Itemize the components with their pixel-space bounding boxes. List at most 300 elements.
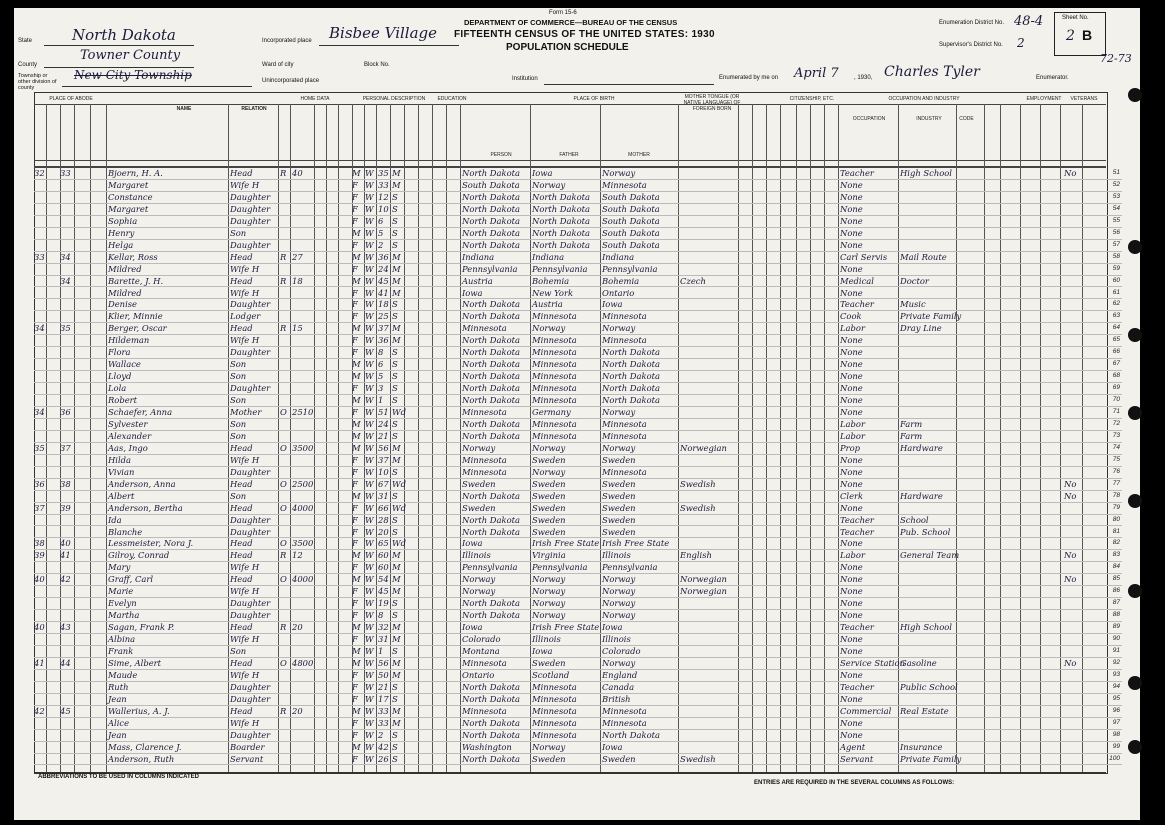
age: 12 — [378, 191, 389, 202]
birthplace-mother: Sweden — [602, 753, 636, 764]
age: 33 — [378, 705, 389, 716]
age: 18 — [378, 299, 389, 310]
tenure: R — [280, 275, 287, 286]
census-row — [34, 634, 1120, 645]
census-row — [34, 693, 1120, 704]
person-name: Alice — [108, 717, 130, 728]
age: 8 — [378, 610, 384, 621]
relation: Son — [230, 227, 247, 238]
birthplace-person: Austria — [462, 275, 493, 286]
marital-status: M — [392, 622, 401, 633]
occupation: None — [840, 610, 863, 621]
line-number: 54 — [1112, 204, 1120, 212]
birthplace-father: North Dakota — [532, 191, 590, 202]
home-value: 2510 — [292, 407, 314, 417]
birthplace-person: Illinois — [462, 550, 491, 561]
sex: F — [352, 478, 358, 489]
race: W — [365, 646, 374, 656]
census-row — [34, 311, 1120, 322]
age: 24 — [378, 418, 389, 429]
census-sheet — [14, 8, 1140, 820]
occupation: None — [840, 669, 863, 680]
birthplace-mother: Norway — [602, 168, 636, 178]
age: 6 — [378, 215, 384, 226]
line-number: 97 — [1112, 718, 1120, 726]
birthplace-mother: Norway — [602, 323, 636, 334]
birthplace-father: Minnesota — [532, 311, 577, 322]
tenure: O — [280, 407, 287, 417]
census-row — [34, 705, 1120, 716]
birthplace-father: Pennsylvania — [532, 562, 588, 573]
line-number: 56 — [1112, 228, 1120, 236]
birthplace-father: Minnesota — [532, 705, 577, 716]
sex: M — [352, 323, 361, 334]
relation: Head — [230, 502, 253, 513]
birthplace-person: Minnesota — [462, 407, 507, 417]
relation: Head — [230, 251, 253, 262]
sex: F — [352, 717, 358, 728]
occupation: None — [840, 693, 863, 704]
sex: M — [352, 657, 361, 668]
birthplace-mother: Pennsylvania — [602, 263, 658, 274]
mother-tongue: Norwegian — [680, 586, 727, 597]
age: 60 — [378, 550, 389, 561]
occupation: None — [840, 586, 863, 597]
home-value: 12 — [292, 550, 303, 561]
birthplace-person: North Dakota — [462, 383, 520, 394]
birthplace-father: Sweden — [532, 526, 566, 537]
relation: Head — [230, 442, 253, 453]
home-value: 20 — [292, 622, 303, 633]
occupation: None — [840, 335, 863, 346]
relation: Wife H — [230, 263, 260, 274]
person-name: Mildred — [108, 263, 142, 274]
header-code: CODE — [959, 116, 974, 122]
birthplace-father: Pennsylvania — [532, 263, 588, 274]
tenure: R — [280, 622, 287, 633]
census-row — [34, 407, 1120, 417]
birthplace-father: Norway — [532, 574, 566, 585]
line-number: 62 — [1112, 300, 1120, 308]
race: W — [365, 442, 374, 453]
line-number: 74 — [1112, 443, 1120, 451]
occupation: None — [840, 502, 863, 513]
header-abode: PLACE OF ABODE — [49, 96, 93, 102]
person-name: Denise — [108, 299, 137, 310]
occupation: None — [840, 239, 863, 250]
race: W — [365, 502, 374, 513]
relation: Daughter — [230, 191, 271, 202]
marital-status: S — [392, 215, 398, 226]
mother-tongue: Swedish — [680, 753, 716, 764]
birthplace-father: Sweden — [532, 490, 566, 501]
race: W — [365, 454, 374, 465]
relation: Daughter — [230, 383, 271, 394]
person-name: Mary — [108, 562, 131, 573]
race: W — [365, 275, 374, 286]
county-label: County — [18, 62, 38, 68]
birthplace-person: North Dakota — [462, 693, 520, 704]
industry: School — [900, 514, 929, 525]
occupation: None — [840, 574, 863, 585]
mother-tongue: Swedish — [680, 502, 716, 513]
county-value: Towner County — [80, 48, 181, 63]
birthplace-father: Sweden — [532, 514, 566, 525]
enumerated-label: Enumerated by me on — [719, 75, 779, 81]
age: 56 — [378, 657, 389, 668]
sex: F — [352, 634, 358, 645]
census-row — [34, 538, 1120, 549]
veteran: No — [1064, 168, 1077, 178]
line-number: 69 — [1112, 384, 1120, 392]
family-number: 40 — [60, 538, 71, 549]
age: 10 — [378, 203, 389, 214]
header-rule-2 — [34, 160, 1106, 161]
age: 21 — [378, 681, 389, 692]
line-number: 61 — [1112, 288, 1120, 296]
census-row — [34, 168, 1120, 178]
birthplace-person: North Dakota — [462, 227, 520, 238]
census-row — [34, 657, 1120, 668]
birthplace-father: Norway — [532, 610, 566, 621]
marital-status: M — [392, 705, 401, 716]
person-name: Hildeman — [108, 335, 150, 346]
footer-entries: ENTRIES ARE REQUIRED IN THE SEVERAL COLUMNS AS FOLLOWS: — [754, 780, 955, 786]
birthplace-father: North Dakota — [532, 227, 590, 238]
birthplace-father: Sweden — [532, 502, 566, 513]
family-number: 34 — [60, 251, 71, 262]
birthplace-father: Norway — [532, 466, 566, 477]
age: 50 — [378, 669, 389, 680]
birthplace-person: North Dakota — [462, 598, 520, 609]
race: W — [365, 622, 374, 633]
marital-status: M — [392, 574, 401, 585]
home-value: 27 — [292, 251, 303, 262]
person-name: Sophia — [108, 215, 138, 226]
header-rule-1 — [34, 104, 1106, 105]
sex: M — [352, 574, 361, 585]
birthplace-father: Iowa — [532, 646, 553, 656]
line-number: 96 — [1112, 706, 1120, 714]
line-number: 98 — [1112, 730, 1120, 738]
race: W — [365, 168, 374, 178]
sd-value: 2 — [1017, 36, 1025, 50]
industry: Music — [900, 299, 926, 310]
birthplace-person: North Dakota — [462, 335, 520, 346]
birthplace-mother: North Dakota — [602, 383, 660, 394]
home-value: 3500 — [292, 442, 314, 453]
home-value: 2500 — [292, 478, 314, 489]
census-title: FIFTEENTH CENSUS OF THE UNITED STATES: 1930 — [454, 29, 715, 40]
birthplace-person: Minnesota — [462, 466, 507, 477]
birthplace-mother: North Dakota — [602, 371, 660, 382]
line-number: 87 — [1112, 599, 1120, 607]
birthplace-father: Minnesota — [532, 347, 577, 358]
marital-status: M — [392, 335, 401, 346]
marital-status: M — [392, 562, 401, 573]
veteran: No — [1064, 490, 1077, 501]
birthplace-mother: Norway — [602, 407, 636, 417]
occupation: Servant — [840, 753, 874, 764]
family-number: 42 — [60, 574, 71, 585]
age: 2 — [378, 729, 384, 740]
family-number: 35 — [60, 323, 71, 334]
person-name: Barette, J. H. — [108, 275, 164, 286]
occupation: None — [840, 203, 863, 214]
census-row — [34, 227, 1120, 238]
birthplace-father: Norway — [532, 442, 566, 453]
person-name: Constance — [108, 191, 153, 202]
header-occupation-industry: OCCUPATION AND INDUSTRY — [888, 96, 960, 102]
birthplace-person: Norway — [462, 586, 496, 597]
birthplace-person: North Dakota — [462, 729, 520, 740]
race: W — [365, 191, 374, 202]
birthplace-person: North Dakota — [462, 359, 520, 370]
line-number: 91 — [1112, 647, 1120, 654]
header-employment: EMPLOYMENT — [1026, 96, 1062, 102]
occupation: None — [840, 263, 863, 274]
line-number: 90 — [1112, 635, 1120, 643]
industry: Hardware — [900, 490, 943, 501]
relation: Wife H — [230, 562, 260, 573]
race: W — [365, 526, 374, 537]
tenure: O — [280, 657, 287, 668]
family-number: 37 — [60, 442, 71, 453]
birthplace-father: Minnesota — [532, 371, 577, 382]
occupation: None — [840, 634, 863, 645]
occupation: Teacher — [840, 299, 874, 310]
occupation: None — [840, 598, 863, 609]
line-number: 58 — [1112, 252, 1120, 260]
dwelling-number: 36 — [34, 478, 45, 489]
birthplace-mother: Illinois — [602, 550, 631, 561]
person-name: Bjoern, H. A. — [108, 168, 163, 178]
relation: Son — [230, 359, 247, 370]
line-number: 52 — [1112, 180, 1120, 188]
relation: Wife H — [230, 179, 260, 190]
relation: Daughter — [230, 203, 271, 214]
birthplace-mother: Minnesota — [602, 466, 647, 477]
footer-rule — [34, 772, 1106, 773]
sex: F — [352, 562, 358, 573]
relation: Son — [230, 395, 247, 406]
veteran: No — [1064, 574, 1077, 585]
marital-status: S — [392, 610, 398, 621]
line-number: 88 — [1112, 611, 1120, 619]
line-number: 65 — [1112, 336, 1120, 344]
age: 26 — [378, 753, 389, 764]
birthplace-mother: North Dakota — [602, 359, 660, 370]
birthplace-person: North Dakota — [462, 371, 520, 382]
sex: F — [352, 526, 358, 537]
line-number: 92 — [1112, 658, 1120, 666]
marital-status: S — [392, 598, 398, 609]
race: W — [365, 251, 374, 262]
sex: M — [352, 430, 361, 441]
line-number: 72 — [1112, 419, 1120, 427]
binder-hole — [1128, 494, 1142, 508]
birthplace-mother: British — [602, 693, 631, 704]
sex: F — [352, 610, 358, 621]
birthplace-father: Germany — [532, 407, 571, 417]
line-number: 73 — [1112, 431, 1120, 439]
place-label: Incorporated place — [262, 38, 312, 44]
race: W — [365, 586, 374, 597]
relation: Daughter — [230, 299, 271, 310]
dwelling-number: 41 — [34, 657, 45, 668]
person-name: Ruth — [108, 681, 129, 692]
birthplace-person: Iowa — [462, 622, 483, 633]
birthplace-father: Norway — [532, 598, 566, 609]
marital-status: M — [392, 323, 401, 334]
marital-status: S — [392, 753, 398, 764]
census-row — [34, 251, 1120, 262]
state-value: North Dakota — [72, 26, 176, 44]
relation: Daughter — [230, 466, 271, 477]
census-row — [34, 729, 1120, 740]
race: W — [365, 466, 374, 477]
occupation: None — [840, 191, 863, 202]
person-name: Wallace — [108, 359, 141, 370]
industry: Public School — [900, 681, 958, 692]
occupation: Labor — [840, 418, 865, 429]
birthplace-father: New York — [532, 287, 574, 298]
census-row — [34, 454, 1120, 465]
sex: F — [352, 502, 358, 513]
race: W — [365, 634, 374, 645]
census-row — [34, 646, 1120, 656]
sheet-number: 2 — [1066, 28, 1075, 44]
enumeration-year: , 1930, — [854, 75, 873, 81]
line-number: 59 — [1112, 264, 1120, 272]
relation: Wife H — [230, 287, 260, 298]
line-number: 60 — [1112, 276, 1120, 284]
birthplace-person: North Dakota — [462, 526, 520, 537]
birthplace-mother: Norway — [602, 657, 636, 668]
census-row — [34, 669, 1120, 680]
marital-status: Wd — [392, 478, 406, 489]
ward-label: Ward of city — [262, 62, 294, 68]
birthplace-person: Iowa — [462, 287, 483, 298]
birthplace-father: Iowa — [532, 168, 553, 178]
sex: M — [352, 705, 361, 716]
home-value: 18 — [292, 275, 303, 286]
birthplace-person: Minnesota — [462, 323, 507, 334]
industry: General Team — [900, 550, 960, 561]
mother-tongue: Czech — [680, 275, 706, 286]
relation: Daughter — [230, 598, 271, 609]
birthplace-mother: Ontario — [602, 287, 635, 298]
birthplace-mother: Sweden — [602, 514, 636, 525]
person-name: Graff, Carl — [108, 574, 154, 585]
age: 5 — [378, 227, 384, 238]
relation: Head — [230, 622, 253, 633]
sex: F — [352, 215, 358, 226]
race: W — [365, 227, 374, 238]
age: 28 — [378, 514, 389, 525]
person-name: Marie — [108, 586, 134, 597]
race: W — [365, 239, 374, 250]
relation: Head — [230, 323, 253, 334]
header-home-data: HOME DATA — [300, 96, 330, 102]
relation: Son — [230, 418, 247, 429]
birthplace-father: Minnesota — [532, 693, 577, 704]
birthplace-father: Sweden — [532, 478, 566, 489]
person-name: Jean — [108, 729, 127, 740]
dwelling-number: 40 — [34, 574, 45, 585]
birthplace-person: North Dakota — [462, 203, 520, 214]
census-row — [34, 203, 1120, 214]
line-number: 86 — [1112, 587, 1120, 595]
relation: Daughter — [230, 729, 271, 740]
line-number: 81 — [1112, 527, 1120, 535]
binder-hole — [1128, 740, 1142, 754]
person-name: Jean — [108, 693, 127, 704]
marital-status: S — [392, 430, 398, 441]
census-row — [34, 502, 1120, 513]
person-name: Gilroy, Conrad — [108, 550, 170, 561]
birthplace-person: Norway — [462, 574, 496, 585]
birthplace-person: North Dakota — [462, 753, 520, 764]
header-veterans: VETERANS — [1070, 96, 1098, 102]
form-number: Form 15-6 — [549, 10, 577, 16]
birthplace-person: North Dakota — [462, 215, 520, 226]
marital-status: M — [392, 550, 401, 561]
race: W — [365, 311, 374, 322]
sex: F — [352, 203, 358, 214]
home-value: 3500 — [292, 538, 314, 549]
sex: F — [352, 311, 358, 322]
birthplace-mother: Iowa — [602, 741, 623, 752]
person-name: Henry — [108, 227, 135, 238]
birthplace-father: Illinois — [532, 634, 561, 645]
race: W — [365, 203, 374, 214]
sex: M — [352, 646, 361, 656]
person-name: Sylvester — [108, 418, 148, 429]
unincorporated-label: Unincorporated place — [262, 78, 320, 84]
dwelling-number: 34 — [34, 323, 45, 334]
birthplace-person: North Dakota — [462, 610, 520, 621]
age: 35 — [378, 168, 389, 178]
occupation: None — [840, 538, 863, 549]
birthplace-person: South Dakota — [462, 179, 520, 190]
race: W — [365, 717, 374, 728]
binder-hole — [1128, 240, 1142, 254]
line-number: 78 — [1112, 491, 1120, 499]
birthplace-father: Norway — [532, 179, 566, 190]
birthplace-father: Minnesota — [532, 418, 577, 429]
birthplace-person: Minnesota — [462, 454, 507, 465]
age: 51 — [378, 407, 389, 417]
industry: Dray Line — [900, 323, 942, 334]
sheet-label: Sheet No. — [1062, 15, 1089, 21]
marital-status: M — [392, 275, 401, 286]
race: W — [365, 383, 374, 394]
line-number: 68 — [1112, 372, 1120, 380]
person-name: Frank — [108, 646, 134, 656]
dwelling-number: 38 — [34, 538, 45, 549]
census-row — [34, 622, 1120, 633]
birthplace-mother: Norway — [602, 598, 636, 609]
person-name: Lola — [108, 383, 127, 394]
tenure: R — [280, 251, 287, 262]
birthplace-person: Indiana — [462, 251, 495, 262]
relation: Wife H — [230, 669, 260, 680]
sex: F — [352, 263, 358, 274]
person-name: Ida — [108, 514, 122, 525]
line-number: 80 — [1112, 515, 1120, 523]
sex: F — [352, 179, 358, 190]
